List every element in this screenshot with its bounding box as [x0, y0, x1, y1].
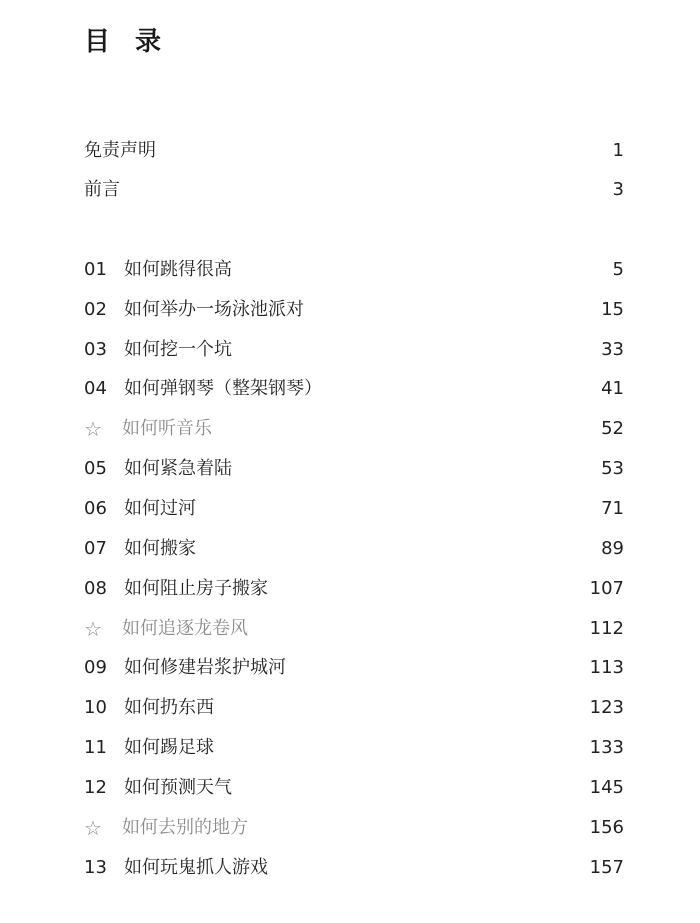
toc-entry-chapter-01[interactable] [84, 255, 624, 285]
page-title: 目 录 [84, 27, 170, 57]
toc-entry-page: 107 [589, 578, 624, 599]
toc-entry-interlude[interactable] [84, 813, 624, 843]
toc-entry-label: 如何扔东西 [124, 697, 214, 718]
chapter-number: 03 [84, 339, 107, 360]
chapter-number: 04 [84, 378, 107, 399]
toc-entry-page: 5 [612, 259, 624, 280]
toc-entry-chapter-06[interactable] [84, 494, 624, 524]
chapter-number: 05 [84, 458, 107, 479]
toc-entry-label: 前言 [84, 179, 120, 200]
chapter-number: 11 [84, 737, 107, 758]
toc-entry-label: 如何弹钢琴（整架钢琴） [124, 378, 322, 399]
toc-entry-page: 156 [589, 817, 624, 838]
toc-entry-page: 113 [589, 657, 624, 678]
chapter-number: 08 [84, 578, 107, 599]
toc-entry-page: 41 [601, 378, 624, 399]
toc-entry-chapter-11[interactable] [84, 733, 624, 763]
toc-entry-page: 53 [601, 458, 624, 479]
chapter-number: 06 [84, 498, 107, 519]
toc-entry-page: 112 [589, 618, 624, 639]
toc-entry-page: 145 [589, 777, 624, 798]
toc-entry-label: 如何挖一个坑 [124, 339, 232, 360]
toc-entry-label: 如何搬家 [124, 538, 196, 559]
toc-entry-page: 71 [601, 498, 624, 519]
toc-entry-label: 如何阻止房子搬家 [124, 578, 268, 599]
toc-entry-page: 33 [601, 339, 624, 360]
toc-entry-label: 如何举办一场泳池派对 [124, 299, 304, 320]
toc-entry-chapter-03[interactable] [84, 335, 624, 365]
toc-entry-page: 15 [601, 299, 624, 320]
toc-entry-chapter-05[interactable] [84, 454, 624, 484]
toc-entry-interlude[interactable] [84, 614, 624, 644]
star-icon: ☆ [84, 816, 102, 840]
chapter-number: 13 [84, 857, 107, 878]
toc-entry-chapter-09[interactable] [84, 653, 624, 683]
toc-entry-page: 133 [589, 737, 624, 758]
chapter-number: 02 [84, 299, 107, 320]
toc-entry-label: 如何听音乐 [122, 418, 212, 439]
toc-entry-label: 如何跳得很高 [124, 259, 232, 280]
toc-entry-label: 免责声明 [84, 140, 156, 161]
toc-entry-preface[interactable] [84, 175, 624, 205]
star-icon: ☆ [84, 617, 102, 641]
toc-entry-page: 3 [612, 179, 624, 200]
toc-entry-disclaimer[interactable] [84, 136, 624, 166]
toc-entry-chapter-10[interactable] [84, 693, 624, 723]
toc-entry-page: 123 [589, 697, 624, 718]
toc-entry-page: 89 [601, 538, 624, 559]
toc-entry-interlude[interactable] [84, 414, 624, 444]
toc-entry-chapter-13[interactable] [84, 853, 624, 883]
toc-entry-chapter-02[interactable] [84, 295, 624, 325]
toc-entry-chapter-12[interactable] [84, 773, 624, 803]
toc-entry-chapter-04[interactable] [84, 374, 624, 404]
toc-entry-label: 如何去别的地方 [122, 817, 248, 838]
toc-entry-label: 如何紧急着陆 [124, 458, 232, 479]
chapter-number: 09 [84, 657, 107, 678]
toc-entry-label: 如何预测天气 [124, 777, 232, 798]
toc-entry-page: 1 [612, 140, 624, 161]
chapter-number: 10 [84, 697, 107, 718]
star-icon: ☆ [84, 417, 102, 441]
toc-entry-label: 如何追逐龙卷风 [122, 618, 248, 639]
toc-entry-page: 157 [589, 857, 624, 878]
chapter-number: 07 [84, 538, 107, 559]
toc-entry-page: 52 [601, 418, 624, 439]
toc-entry-chapter-07[interactable] [84, 534, 624, 564]
toc-entry-label: 如何修建岩浆护城河 [124, 657, 286, 678]
toc-entry-label: 如何踢足球 [124, 737, 214, 758]
chapter-number: 01 [84, 259, 107, 280]
toc-entry-label: 如何过河 [124, 498, 196, 519]
toc-entry-chapter-08[interactable] [84, 574, 624, 604]
chapter-number: 12 [84, 777, 107, 798]
toc-entry-label: 如何玩鬼抓人游戏 [124, 857, 268, 878]
